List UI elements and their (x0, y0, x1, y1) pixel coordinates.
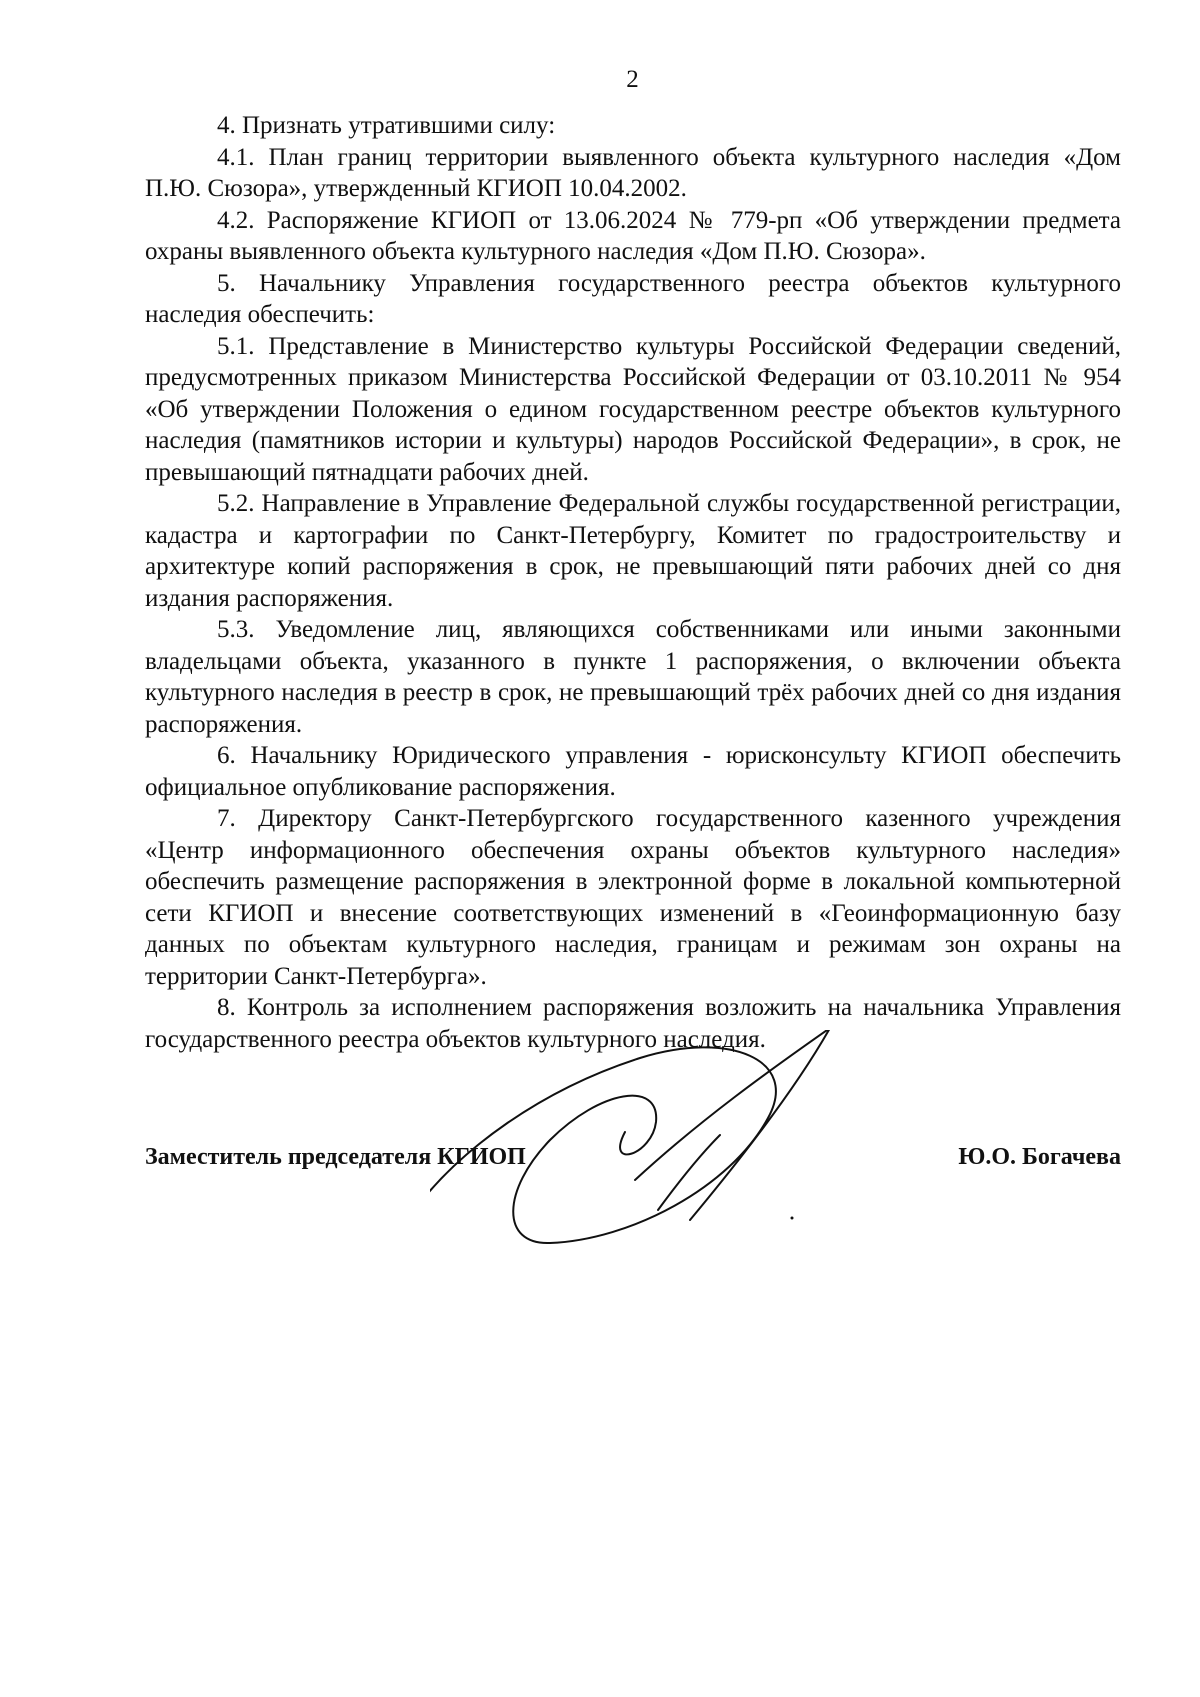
paragraph-6: 6. Начальнику Юридического управления - юрисконсульту КГИОП обеспечить официальное опубликование распоряжения. (145, 742, 1121, 801)
paragraph-4-1: 4.1. План границ территории выявленного объекта культурного наследия «Дом П.Ю. Сюзора», утвержденный КГИОП 10.04.2002. (145, 143, 1121, 202)
paragraph-4-2: 4.2. Распоряжение КГИОП от 13.06.2024 № 779-рп «Об утверждении предмета охраны выявленного объекта культурного наследия «Дом П.Ю. Сюзора». (145, 206, 1121, 265)
page-number: 2 (626, 66, 639, 93)
handwritten-signature-icon (430, 1030, 910, 1260)
signatory-position: Заместитель председателя КГИОП (145, 1144, 526, 1170)
paragraph-5: 5. Начальнику Управления государственного реестра объектов культурного наследия обеспечить: (145, 269, 1121, 328)
paragraph-5-2: 5.2. Направление в Управление Федеральной службы государственной регистрации, кадастра и картографии по Санкт-Петербургу, Комитет по градостроительству и архитектуре копий распоряжения в срок, не превышающий пяти рабочих дней со дня издания распоряжения. (145, 490, 1121, 612)
document-body (145, 110, 1121, 1055)
paragraph-5-1: 5.1. Представление в Министерство культуры Российской Федерации сведений, предусмотренных приказом Министерства Российской Федерации от 03.10.2011 № 954 «Об утверждении Положения о едином государственном реестре объектов культурного наследия (памятников истории и культуры) народов Российской Федерации», в срок, не превышающий пятнадцати рабочих дней. (145, 332, 1121, 486)
signatory-name: Ю.О. Богачева (958, 1144, 1121, 1170)
paragraph-8: 8. Контроль за исполнением распоряжения возложить на начальника Управления государственного реестра объектов культурного наследия. (145, 994, 1121, 1053)
paragraph-7: 7. Директору Санкт-Петербургского государственного казенного учреждения «Центр информационного обеспечения охраны объектов культурного наследия» обеспечить размещение распоряжения в электронной форме в локальной компьютерной сети КГИОП и внесение соответствующих изменений в «Геоинформационную базу данных по объектам культурного наследия, границам и режимам зон охраны на территории Санкт-Петербурга». (145, 805, 1121, 990)
paragraph-4: 4. Признать утратившими силу: (217, 112, 556, 139)
paragraph-5-3: 5.3. Уведомление лиц, являющихся собственниками или иными законными владельцами объекта, указанного в пункте 1 распоряжения, о включении объекта культурного наследия в реестр в срок, не превышающий трёх рабочих дней со дня издания распоряжения. (145, 616, 1121, 738)
